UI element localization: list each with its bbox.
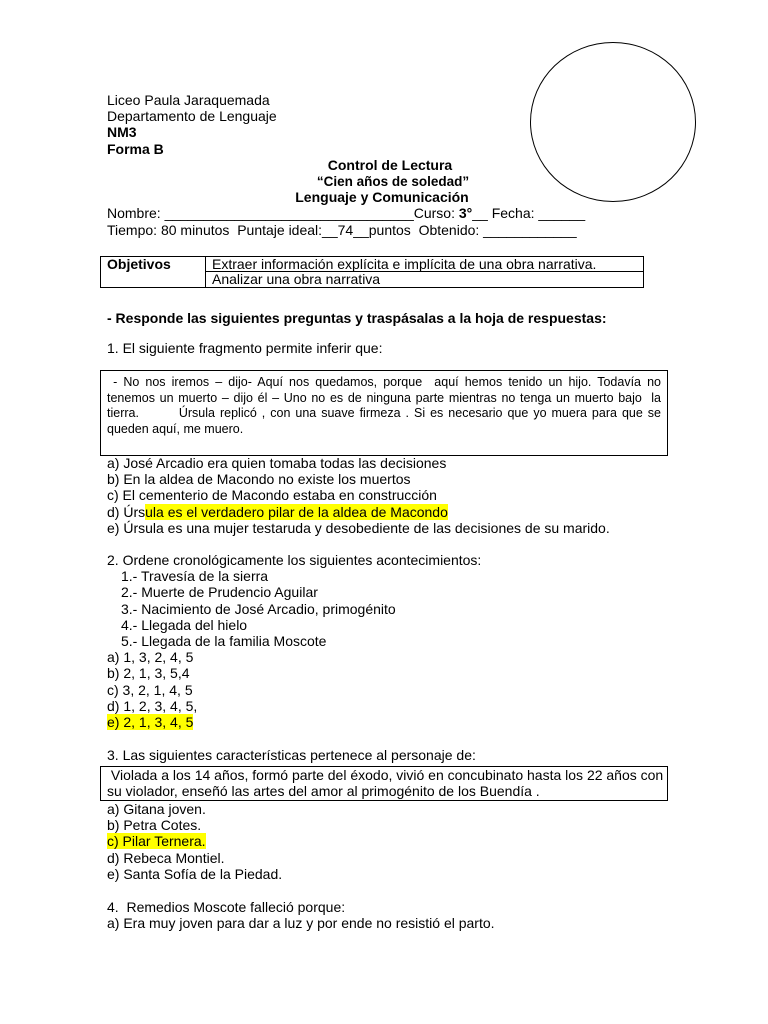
option-a: a) Era muy joven para dar a luz y por ende no resistió el parto. — [107, 915, 495, 932]
instructions — [107, 310, 607, 326]
objective-item: Extraer información explícita e implícita de una obra narrativa. — [206, 257, 643, 272]
event-item: 2.- Muerte de Prudencio Aguilar — [121, 584, 318, 601]
question-prompt: 3. Las siguientes características pertenece al personaje de: — [107, 747, 476, 763]
question-1-passage — [100, 370, 668, 456]
option-c — [107, 833, 282, 849]
option-d — [107, 504, 610, 520]
title-text: Control de Lectura — [327, 156, 453, 173]
option-e: e) Úrsula es una mujer testaruda y desobediente de las decisiones de su marido. — [107, 519, 610, 536]
event-item: 4.- Llegada del hielo — [121, 616, 248, 633]
objectives-label: Objetivos — [101, 257, 206, 287]
option-b: b) 2, 1, 3, 5,4 — [107, 665, 190, 682]
passage-line: Violada a los 14 años, formó parte del éxodo, vivió en concubinato hasta los 22 años con — [107, 767, 664, 783]
school-name: Liceo Paula Jaraquemada — [107, 92, 270, 108]
option-text: d) Úrs — [107, 503, 146, 520]
objective-item: Analizar una obra narrativa — [212, 271, 381, 287]
option-d: d) 1, 2, 3, 4, 5, — [107, 697, 198, 714]
passage-line: - No nos iremos – dijo- Aquí nos quedamos, porque aquí hemos tenido un hijo. Todavía no — [107, 375, 661, 389]
passage-line: queden aquí, me muero. — [107, 421, 244, 436]
event-item: 5.- Llegada de la familia Moscote — [121, 632, 327, 649]
option-c: c) 3, 2, 1, 4, 5 — [107, 681, 193, 698]
student-info-line — [107, 205, 669, 221]
question-prompt: 4. Remedios Moscote falleció porque: — [107, 899, 346, 915]
option-e — [107, 714, 481, 730]
answer-highlight: ula es el verdadero pilar de la aldea de Macondo — [145, 503, 448, 520]
question-prompt: 1. El siguiente fragmento permite inferir que: — [107, 340, 383, 356]
question-1-prompt — [107, 340, 382, 356]
date-field: __ Fecha: ______ — [472, 205, 586, 222]
option-d: d) Rebeca Montiel. — [107, 849, 225, 866]
page-title — [107, 157, 669, 173]
question-prompt: 2. Ordene cronológicamente los siguientes acontecimientos: — [107, 552, 482, 568]
option-e: e) Santa Sofía de la Piedad. — [107, 865, 283, 882]
department-name: Departamento de Lenguaje — [107, 108, 277, 125]
option-a: a) 1, 3, 2, 4, 5 — [107, 649, 194, 666]
book-title-text: “Cien años de soledad” — [316, 173, 470, 189]
document-header — [107, 92, 669, 238]
objectives-list — [206, 257, 643, 287]
option-c: c) El cementerio de Macondo estaba en construcción — [107, 487, 437, 504]
course-value: 3° — [458, 205, 473, 222]
objectives-table — [100, 256, 644, 288]
name-course-field: Nombre: ________________________________Curso: — [107, 205, 459, 222]
level-label: NM3 — [107, 124, 137, 141]
form-label: Forma B — [107, 140, 164, 157]
passage-line: su violador, enseñó las artes del amor al primogénito de los Buendía . — [107, 783, 540, 799]
passage-line: tierra. Úrsula replicó , con una suave firmeza . Si es necesario que yo muera para que se — [107, 406, 661, 421]
answer-highlight: e) 2, 1, 3, 4, 5 — [107, 713, 194, 730]
question-3-passage — [100, 766, 668, 801]
event-item: 1.- Travesía de la sierra — [121, 568, 269, 585]
question-3-prompt — [107, 747, 476, 763]
subject-title — [107, 189, 669, 205]
question-2 — [107, 552, 481, 730]
answer-highlight: c) Pilar Ternera. — [107, 833, 206, 850]
option-b: b) Petra Cotes. — [107, 817, 202, 834]
option-b: b) En la aldea de Macondo no existe los muertos — [107, 471, 411, 488]
option-a: a) Gitana joven. — [107, 801, 206, 817]
question-4 — [107, 899, 495, 931]
book-title — [107, 173, 669, 189]
question-1-options — [107, 455, 610, 536]
option-a: a) José Arcadio era quien tomaba todas las decisiones — [107, 455, 447, 471]
question-3-options — [107, 801, 282, 882]
passage-line: tenemos un muerto – dijo él – Uno no es de ninguna parte mientras no tenga un muerto bajo la — [107, 390, 661, 405]
time-score-line: Tiempo: 80 minutos Puntaje ideal:__74__puntos Obtenido: ____________ — [107, 221, 577, 238]
subject-title-text: Lenguaje y Comunicación — [295, 189, 469, 206]
instruction-text: - Responde las siguientes preguntas y traspásalas a la hoja de respuestas: — [107, 310, 607, 326]
event-item: 3.- Nacimiento de José Arcadio, primogénito — [121, 600, 396, 617]
